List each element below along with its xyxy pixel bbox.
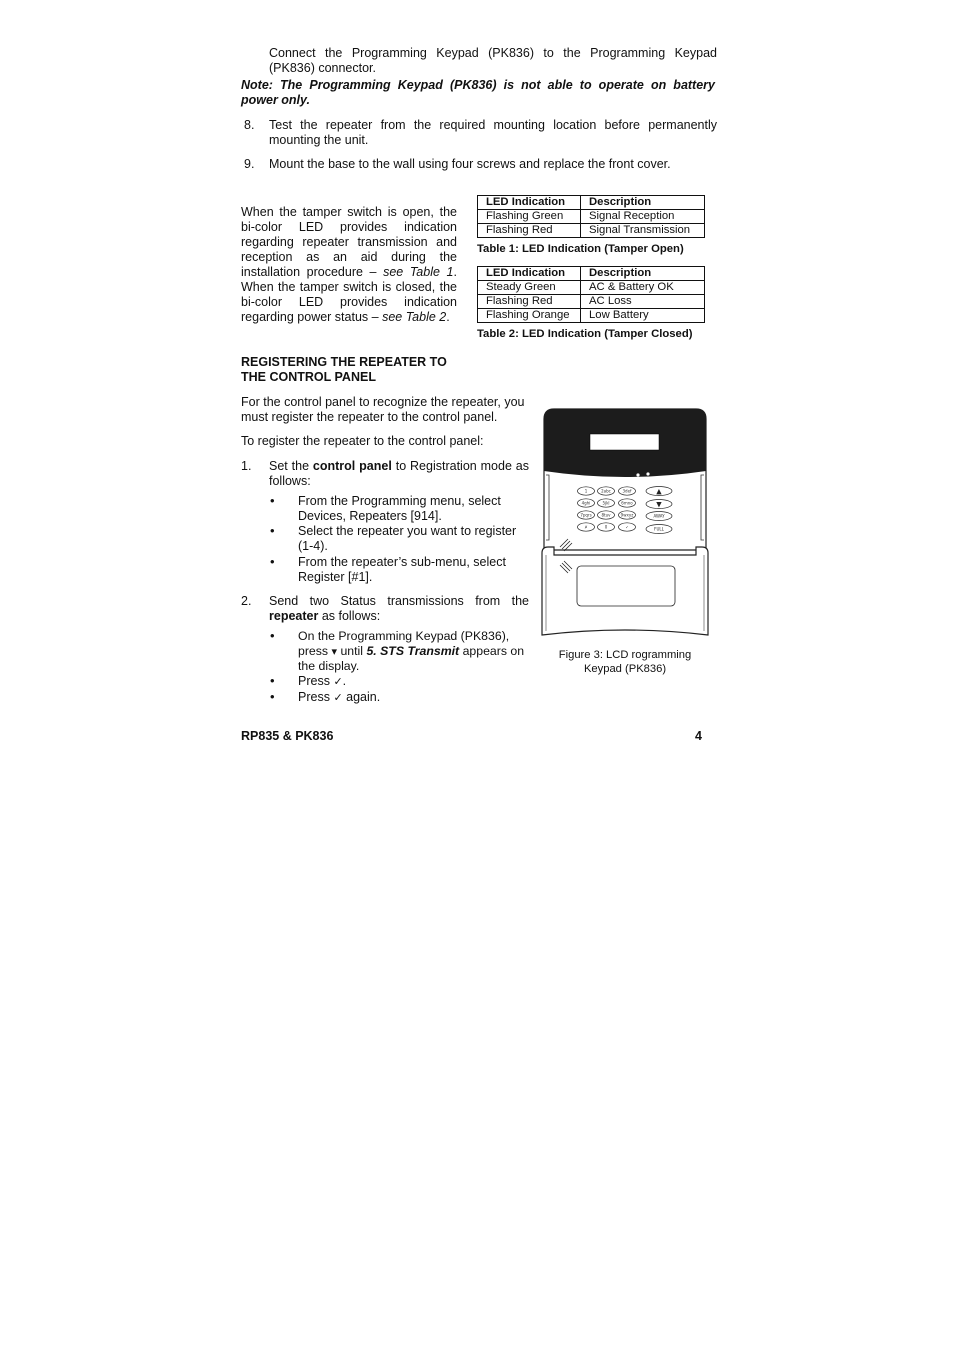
figure-3-caption bbox=[540, 648, 710, 676]
step-2-bullet-2 bbox=[298, 674, 498, 689]
step-2-post: as follows: bbox=[318, 609, 381, 623]
see-table-1-ref: see Table 1 bbox=[383, 265, 454, 279]
key-label: 0 bbox=[604, 524, 608, 530]
step-2-bullet-3 bbox=[298, 690, 498, 705]
table-header-row bbox=[478, 267, 705, 281]
table-cell: Signal Transmission bbox=[581, 224, 705, 238]
table-cell: Flashing Orange bbox=[478, 309, 581, 323]
table-cell: Flashing Green bbox=[478, 210, 581, 224]
key-label: 5jkl bbox=[602, 500, 610, 506]
down-arrow-icon: ▾ bbox=[331, 645, 338, 658]
key-label: 7pqrs bbox=[580, 512, 592, 518]
bullet-mark: • bbox=[270, 673, 275, 688]
step-2-bullet-3-post: again. bbox=[342, 690, 381, 704]
key-label: 2abc bbox=[601, 488, 611, 494]
step-2-bold: repeater bbox=[269, 609, 319, 623]
connect-paragraph: Connect the Programming Keypad (PK836) to the Programming Keypad (PK836) connector. bbox=[269, 46, 717, 75]
key-label: 8tuv bbox=[601, 512, 611, 518]
step-2-bullet-1-bold: 5. STS Transmit bbox=[366, 644, 460, 658]
table-row bbox=[478, 281, 705, 295]
bullet-mark: • bbox=[270, 628, 275, 643]
key-label: ✗ bbox=[584, 524, 588, 530]
footer-title: RP835 & PK836 bbox=[241, 729, 334, 743]
table-cell: Steady Green bbox=[478, 281, 581, 295]
tamper-text-b: . When the tamper switch is closed, the bi-color LED provides indication regarding power status – bbox=[241, 265, 457, 324]
table-cell: AC Loss bbox=[581, 295, 705, 309]
step-2-bullet-2-pre: Press bbox=[298, 674, 334, 688]
key-label: ✓ bbox=[625, 524, 629, 530]
table-header-cell: LED Indication bbox=[478, 267, 581, 281]
step-9-number: 9. bbox=[244, 157, 255, 171]
table-2-caption: Table 2: LED Indication (Tamper Closed) bbox=[477, 328, 693, 340]
table-cell: Flashing Red bbox=[478, 224, 581, 238]
table-row bbox=[478, 224, 705, 238]
figure-caption-line-2: Keypad (PK836) bbox=[583, 663, 667, 675]
step-2-number: 2. bbox=[241, 594, 252, 608]
step-2-text bbox=[269, 594, 529, 624]
note-paragraph: Note: The Programming Keypad (PK836) is not able to operate on battery power only. bbox=[241, 78, 715, 107]
table-1-caption: Table 1: LED Indication (Tamper Open) bbox=[477, 243, 684, 255]
bullet-mark: • bbox=[270, 493, 275, 508]
table-row bbox=[478, 295, 705, 309]
see-table-2-ref: see Table 2 bbox=[382, 310, 447, 324]
step-1-bold: control panel bbox=[312, 459, 392, 473]
step-1-text bbox=[269, 459, 529, 489]
figure-caption-line-1: Figure 3: LCD rogramming bbox=[558, 649, 692, 661]
step-2-bullet-1 bbox=[298, 629, 531, 674]
step-1-bullet-1: From the Programming menu, select Devices, Repeaters [914]. bbox=[298, 494, 501, 523]
key-label: 1 bbox=[584, 488, 588, 494]
full-key-label: FULL bbox=[654, 526, 664, 532]
step-1-post: to Registration mode as follows: bbox=[269, 459, 529, 488]
step-1-number: 1. bbox=[241, 459, 252, 473]
page-number: 4 bbox=[695, 729, 702, 743]
keypad-illustration bbox=[540, 405, 710, 640]
key-label: 6mno bbox=[621, 500, 633, 506]
section-heading-line-2: THE CONTROL PANEL bbox=[241, 370, 376, 384]
section-heading-line-1: REGISTERING THE REPEATER TO bbox=[241, 355, 447, 369]
table-header-cell: Description bbox=[581, 196, 705, 210]
away-key-label: AWAY bbox=[653, 513, 665, 519]
down-arrow-icon: ▼ bbox=[656, 500, 662, 509]
led-table-tamper-open bbox=[477, 195, 705, 238]
tamper-text-a: When the tamper switch is open, the bi-color LED provides indication regarding repeater transmission and reception as an aid during the installation procedure – bbox=[241, 205, 457, 279]
step-2-bullet-1-mid: until bbox=[337, 644, 367, 658]
step-1-pre: Set the bbox=[269, 459, 313, 473]
key-label: 9wxyz bbox=[620, 512, 634, 518]
step-2-bullet-2-post: . bbox=[342, 674, 347, 688]
check-icon: ✓ bbox=[333, 691, 343, 704]
bullet-mark: • bbox=[270, 689, 275, 704]
key-label: 3def bbox=[622, 488, 632, 494]
up-arrow-icon: ▲ bbox=[656, 487, 662, 496]
table-cell: Signal Reception bbox=[581, 210, 705, 224]
table-row bbox=[478, 210, 705, 224]
bullet-mark: • bbox=[270, 554, 275, 569]
tamper-text-c: . bbox=[446, 310, 450, 324]
table-row bbox=[478, 309, 705, 323]
step-8-number: 8. bbox=[244, 118, 255, 132]
keypad-figure bbox=[540, 405, 710, 640]
step-9-text: Mount the base to the wall using four screws and replace the front cover. bbox=[269, 157, 671, 171]
step-1-bullet-2: Select the repeater you want to register (1-4). bbox=[298, 524, 517, 553]
table-header-cell: Description bbox=[581, 267, 705, 281]
led-table-tamper-closed bbox=[477, 266, 705, 323]
key-label: 4ghi bbox=[581, 500, 591, 506]
table-cell: Flashing Red bbox=[478, 295, 581, 309]
step-8-text: Test the repeater from the required mounting location before permanently mounting the unit. bbox=[269, 118, 717, 147]
table-cell: Low Battery bbox=[581, 309, 705, 323]
step-1-bullet-3: From the repeater’s sub-menu, select Register [#1]. bbox=[298, 555, 506, 584]
table-cell: AC & Battery OK bbox=[581, 281, 705, 295]
section-heading bbox=[241, 355, 481, 385]
check-icon: ✓ bbox=[333, 675, 343, 688]
tamper-paragraph bbox=[241, 205, 457, 325]
section-intro: For the control panel to recognize the repeater, you must register the repeater to the control panel. bbox=[241, 395, 525, 424]
step-2-pre: Send two Status transmissions from the bbox=[269, 594, 529, 608]
table-header-cell: LED Indication bbox=[478, 196, 581, 210]
step-2-bullet-1-post: appears on the display. bbox=[298, 644, 525, 673]
table-header-row bbox=[478, 196, 705, 210]
bullet-mark: • bbox=[270, 523, 275, 538]
step-2-bullet-1-pre: On the Programming Keypad (PK836), press bbox=[298, 629, 510, 658]
to-register-text: To register the repeater to the control panel: bbox=[241, 434, 484, 448]
step-2-bullet-3-pre: Press bbox=[298, 690, 334, 704]
